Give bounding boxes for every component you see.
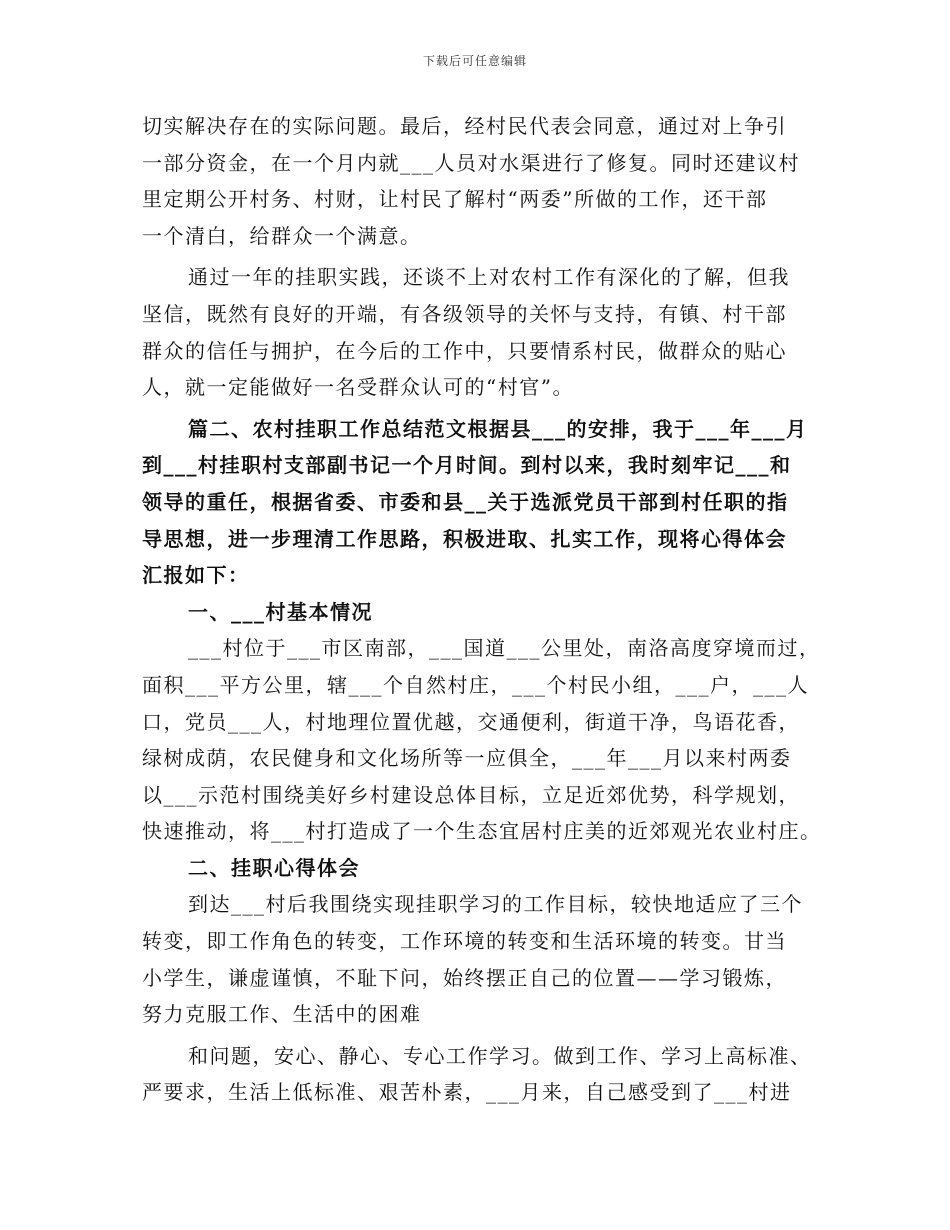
subheading: 二、挂职心得体会 [188, 855, 360, 880]
paragraph-line: 面积___平方公里，辖___个自然村庄，___个村民小组，___户，___人 [142, 672, 809, 697]
paragraph-line: 快速推动，将___村打造成了一个生态宜居村庄美的近郊观光农业村庄。 [142, 819, 822, 844]
paragraph-line: 以___示范村围绕美好乡村建设总体目标，立足近郊优势，科学规划， [142, 782, 800, 807]
document-body [142, 108, 832, 1111]
paragraph-line: 坚信，既然有良好的开端，有各级领导的关怀与支持，有镇、村干部 [142, 301, 787, 326]
paragraph-line: 一个清白，给群众一个满意。 [142, 223, 422, 248]
section-heading-line: 篇二、农村挂职工作总结范文根据县___的安排，我于___年___月 [188, 416, 808, 441]
paragraph-line: 切实解决存在的实际问题。最后，经村民代表会同意，通过对上争引 [142, 114, 787, 138]
section-heading-line: 汇报如下： [142, 563, 250, 588]
section-heading-line: 领导的重任，根据省委、市委和县__关于选派党员干部到村任职的指 [142, 489, 789, 514]
paragraph-line: 群众的信任与拥护，在今后的工作中，只要情系村民，做群众的贴心 [142, 338, 787, 363]
paragraph-line: 人，就一定能做好一名受群众认可的“村官”。 [142, 375, 574, 400]
paragraph-line: 一部分资金，在一个月内就___人员对水渠进行了修复。同时还建议村 [142, 150, 800, 175]
paragraph-line: 口，党员___人，村地理位置优越，交通便利，街道干净，鸟语花香， [142, 709, 800, 734]
paragraph-line: 严要求，生活上低标准、艰苦朴素，___月来，自己感受到了___村进 [142, 1080, 792, 1105]
paragraph-line: 和问题，安心、静心、专心工作学习。做到工作、学习上高标准、 [188, 1043, 812, 1068]
page-header: 下载后可任意编辑 [422, 54, 527, 68]
paragraph-line: 到达___村后我围绕实现挂职学习的工作目标，较快地适应了三个 [188, 892, 803, 917]
paragraph-line: 小学生，谦虚谨慎，不耻下问，始终摆正自己的位置——学习锻炼， [142, 965, 787, 990]
paragraph-line: ___村位于___市区南部，___国道___公里处，南洛高度穿境而过， [188, 636, 821, 661]
paragraph-line: 转变，即工作角色的转变，工作环境的转变和生活环境的转变。甘当 [142, 929, 787, 954]
section-heading-line: 导思想，进一步理清工作思路，积极进取、扎实工作，现将心得体会 [142, 526, 787, 551]
paragraph-line: 里定期公开村务、村财，让村民了解村“两委”所做的工作，还干部 [142, 187, 768, 212]
paragraph-line: 努力克服工作、生活中的困难 [142, 1002, 422, 1027]
section-heading-line: 到___村挂职村支部副书记一个月时间。到村以来，我时刻牢记___和 [142, 453, 792, 478]
subheading: 一、___村基本情况 [188, 599, 373, 624]
paragraph-line: 绿树成荫，农民健身和文化场所等一应俱全，___年___月以来村两委 [142, 746, 792, 771]
paragraph-line: 通过一年的挂职实践，还谈不上对农村工作有深化的了解，但我 [188, 265, 790, 290]
